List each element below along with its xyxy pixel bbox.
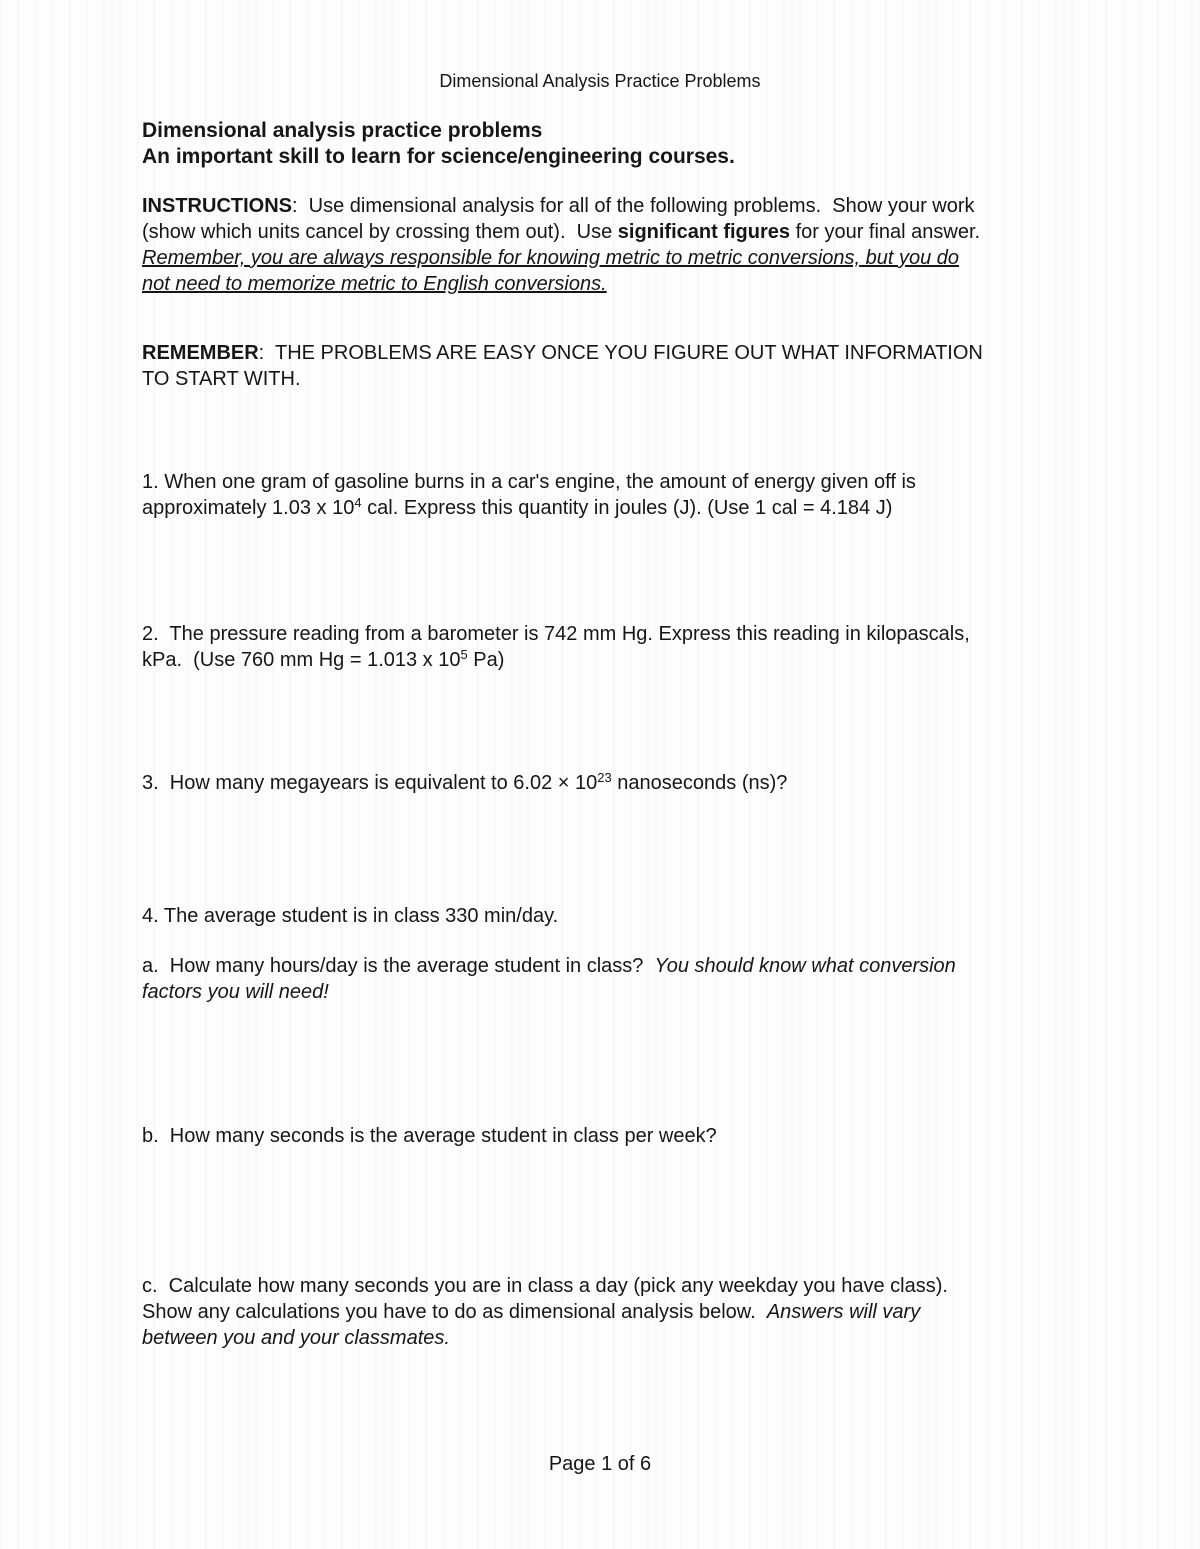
problem-2-exponent: 5	[460, 647, 468, 662]
remember-paragraph	[142, 340, 983, 392]
instructions-label: INSTRUCTIONS	[142, 195, 292, 217]
problem-3	[142, 770, 787, 796]
remember-line-2: TO START WITH.	[142, 368, 301, 390]
instructions-line-2-bold: significant figures	[617, 221, 791, 243]
problem-2-line-2-post: Pa)	[467, 649, 505, 671]
remember-line-1	[142, 340, 983, 366]
problem-3-post: nanoseconds (ns)?	[611, 772, 788, 794]
problem-4a-line-1-italic: You should know what conversion	[654, 955, 956, 977]
problem-1-line-1: 1. When one gram of gasoline burns in a car's engine, the amount of energy given off is	[142, 471, 916, 493]
title-line-1: Dimensional analysis practice problems	[142, 119, 543, 142]
problem-3-exponent: 23	[597, 770, 612, 785]
document-title	[142, 118, 735, 170]
problem-1-line-2-pre: approximately 1.03 x 10	[142, 497, 355, 519]
problem-4b-text: b. How many seconds is the average student in class per week?	[142, 1125, 717, 1147]
instructions-line-3-italic: Remember, you are always responsible for knowing metric to metric conversions, but you do	[142, 247, 960, 269]
running-header-text: Dimensional Analysis Practice Problems	[439, 71, 761, 91]
problem-1-exponent: 4	[354, 495, 362, 510]
instructions-line-1	[142, 193, 980, 219]
problem-2-line-1: 2. The pressure reading from a barometer is 742 mm Hg. Express this reading in kilopascals,	[142, 623, 970, 645]
problem-4-intro	[142, 903, 558, 929]
problem-4c-line-2-pre: Show any calculations you have to do as dimensional analysis below.	[142, 1301, 767, 1323]
problem-2-line-2-pre: kPa. (Use 760 mm Hg = 1.013 x 10	[142, 649, 461, 671]
instructions-line-2	[142, 219, 980, 245]
problem-4c-line-2-italic: Answers will vary	[766, 1301, 921, 1323]
problem-4-intro-text: 4. The average student is in class 330 min/day.	[142, 905, 559, 927]
problem-4a-line-1-pre: a. How many hours/day is the average student in class?	[142, 955, 655, 977]
instructions-line-2-pre: (show which units cancel by crossing them out). Use	[142, 221, 618, 243]
instructions-line-3	[142, 245, 980, 271]
title-line-2: An important skill to learn for science/engineering courses.	[142, 145, 735, 168]
instructions-line-4	[142, 271, 980, 297]
problem-1-line-2-post: cal. Express this quantity in joules (J). (Use 1 cal = 4.184 J)	[361, 497, 893, 519]
problem-4c-line-3	[142, 1325, 948, 1351]
problem-3-pre: 3. How many megayears is equivalent to 6.02 × 10	[142, 772, 598, 794]
running-header	[0, 68, 1200, 94]
remember-label: REMEMBER	[142, 342, 259, 364]
problem-4a-line-2-italic: factors you will need!	[142, 981, 329, 1003]
problem-4a-line-2	[142, 979, 956, 1005]
problem-2	[142, 621, 970, 673]
problem-4b	[142, 1123, 717, 1149]
problem-1-line-2	[142, 495, 916, 521]
problem-2-line-2	[142, 647, 970, 673]
remember-line-1-text: : THE PROBLEMS ARE EASY ONCE YOU FIGURE OUT WHAT INFORMATION	[258, 342, 983, 364]
page-number-text: Page 1 of 6	[548, 1453, 652, 1475]
instructions-line-2-post: for your final answer.	[790, 221, 981, 243]
problem-4c-line-3-italic: between you and your classmates.	[142, 1327, 450, 1349]
problem-4a-line-1	[142, 953, 956, 979]
instructions-line-4-italic: not need to memorize metric to English conversions.	[142, 273, 607, 295]
problem-3-line-1	[142, 770, 787, 796]
problem-1	[142, 469, 916, 521]
instructions-line-1-text: : Use dimensional analysis for all of the following problems. Show your work	[292, 195, 975, 217]
problem-4c-line-2	[142, 1299, 948, 1325]
instructions-paragraph	[142, 193, 980, 297]
problem-4a	[142, 953, 956, 1005]
page-footer	[0, 1451, 1200, 1477]
problem-4c	[142, 1273, 948, 1351]
problem-4c-line-1: c. Calculate how many seconds you are in class a day (pick any weekday you have class).	[142, 1275, 948, 1297]
